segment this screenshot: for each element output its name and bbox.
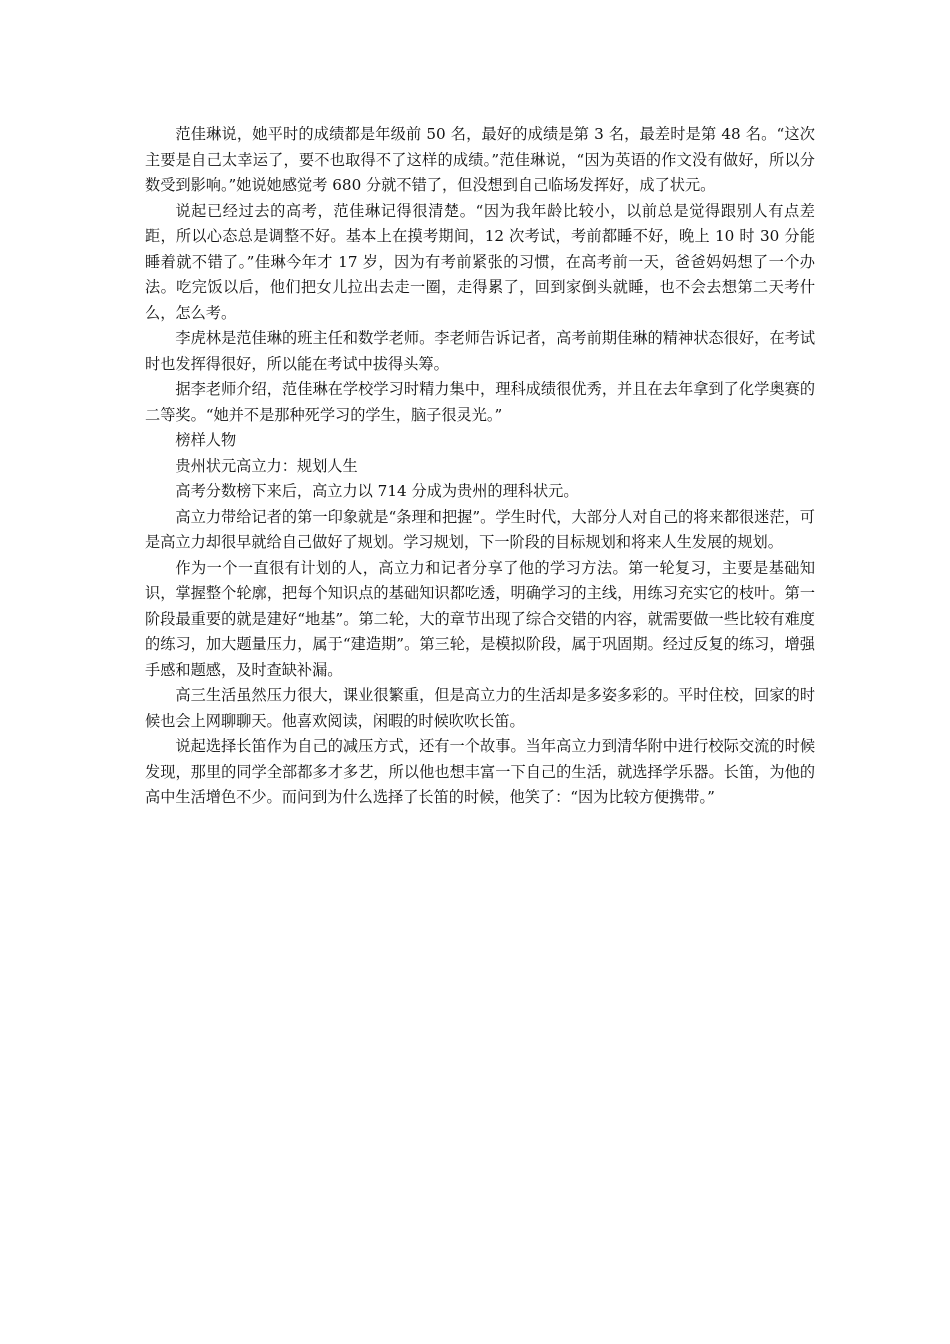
section-heading: 榜样人物 (175, 431, 237, 449)
paragraph-7: 高考分数榜下来后，高立力以 714 分成为贵州的理科状元。 (175, 482, 579, 500)
paragraph-2: 说起已经过去的高考，范佳琳记得很清楚。“因为我年龄比较小，以前总是觉得跟别人有点差距，所以心态总是调整不好。基本上在摸考期间，12 次考试，考前都睡不好，晚上 10 时 30 分能睡着就不错了。”佳琳今年才 17 岁，因为有考前紧张的习惯，在高考前一天，爸爸妈妈想了一个办法。吃完饭以后，他们把女儿拉出去走一圈，走得累了，回到家倒头就睡，也不会去想第二天考什么，怎么考。 (145, 201, 815, 322)
article-subtitle: 贵州状元高立力：规划人生 (175, 456, 358, 475)
paragraph-1: 范佳琳说，她平时的成绩都是年级前 50 名，最好的成绩是第 3 名，最差时是第 48 名。“这次主要是自己太幸运了，要不也取得不了这样的成绩。”范佳琳说，“因为英语的作文没有做好，所以分数受到影响。”她说她感觉考 680 分就不错了，但没想到自己临场发挥好，成了状元。 (145, 125, 815, 194)
paragraph-10: 高三生活虽然压力很大，课业很繁重，但是高立力的生活却是多姿多彩的。平时住校，回家的时候也会上网聊聊天。他喜欢阅读，闲暇的时候吹吹长笛。 (145, 686, 815, 730)
paragraph-8: 高立力带给记者的第一印象就是“条理和把握”。学生时代，大部分人对自己的将来都很迷茫，可是高立力却很早就给自己做好了规划。学习规划，下一阶段的目标规划和将来人生发展的规划。 (145, 507, 815, 551)
paragraph-3: 李虎林是范佳琳的班主任和数学老师。李老师告诉记者，高考前期佳琳的精神状态很好，在考试时也发挥得很好，所以能在考试中拔得头筹。 (145, 329, 815, 373)
document-body (145, 122, 815, 811)
paragraph-4: 据李老师介绍，范佳琳在学校学习时精力集中，理科成绩很优秀，并且在去年拿到了化学奥赛的二等奖。“她并不是那种死学习的学生，脑子很灵光。” (145, 380, 815, 424)
paragraph-11: 说起选择长笛作为自己的减压方式，还有一个故事。当年高立力到清华附中进行校际交流的时候发现，那里的同学全部都多才多艺，所以他也想丰富一下自己的生活，就选择学乐器。长笛，为他的高中生活增色不少。而问到为什么选择了长笛的时候，他笑了：“因为比较方便携带。” (145, 737, 815, 806)
paragraph-9: 作为一个一直很有计划的人，高立力和记者分享了他的学习方法。第一轮复习，主要是基础知识，掌握整个轮廓，把每个知识点的基础知识都吃透，明确学习的主线，用练习充实它的枝叶。第一阶段最重要的就是建好“地基”。第二轮，大的章节出现了综合交错的内容，就需要做一些比较有难度的练习，加大题量压力，属于“建造期”。第三轮，是模拟阶段，属于巩固期。经过反复的练习，增强手感和题感，及时查缺补漏。 (145, 558, 815, 679)
